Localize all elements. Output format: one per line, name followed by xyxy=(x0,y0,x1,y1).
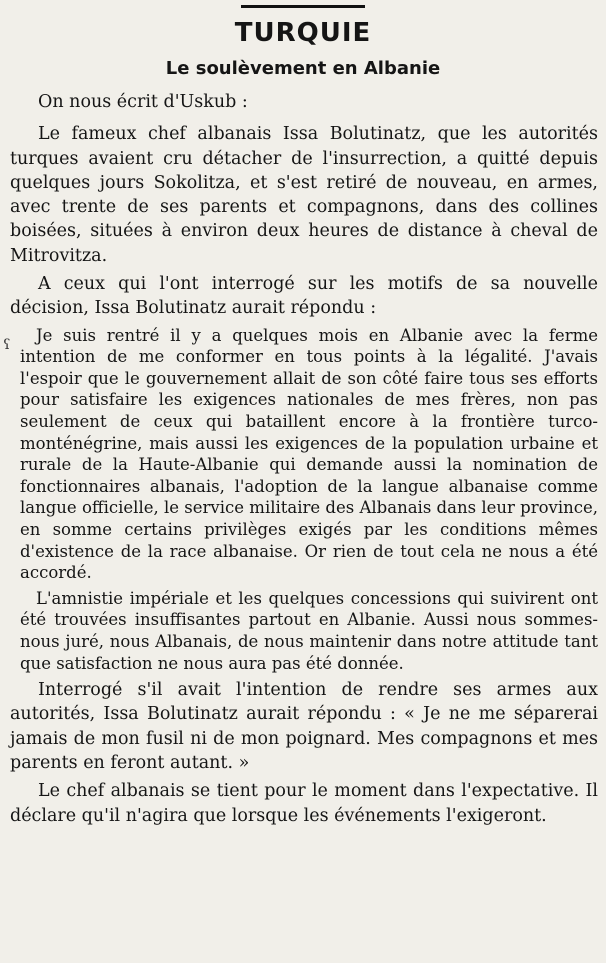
body-paragraph: A ceux qui l'ont interrogé sur les motifs de sa nouvelle décision, Issa Bolutinatz aurait répondu : xyxy=(10,274,598,319)
body-paragraph: Le chef albanais se tient pour le moment dans l'expectative. Il déclare qu'il n'agira que lorsque les événements l'exigeront. xyxy=(10,781,598,826)
quoted-paragraph: L'amnistie impériale et les quelques concessions qui suivirent ont été trouvées insuffisantes partout en Albanie. Aussi nous sommes-nous juré, nous Albanais, de nous maintenir dans notre attitude tant que satisfaction ne nous aura pas été donnée. xyxy=(20,588,598,673)
top-rule xyxy=(241,5,365,8)
dateline-paragraph: On nous écrit d'Uskub : xyxy=(38,92,248,112)
margin-mark: ʕ xyxy=(3,337,11,353)
body-paragraph: Interrogé s'il avait l'intention de rendre ses armes aux autorités, Issa Bolutinatz aurait répondu : « Je ne me séparerai jamais de mon fusil ni de mon poignard. Mes compagnons et mes parents en feront autant. » xyxy=(10,680,598,774)
quoted-paragraph: Je suis rentré il y a quelques mois en Albanie avec la ferme intention de me conformer en tous points à la légalité. J'avais l'espoir que le gouvernement allait de son côté faire tous ses efforts pour satisfaire les exigences nationales de mes frères, non pas seulement de ceux qui bataillent encore à la frontière turco-monténégrine, mais aussi les exigences de la population urbaine et rurale de la Haute-Albanie qui demande aussi la nomination de fonctionnaires albanais, l'adoption de la langue albanaise comme langue officielle, le service militaire des Albanais dans leur province, en somme certains privilèges exigés par les conditions mêmes d'existence de la race albanaise. Or rien de tout cela ne nous a été accordé. xyxy=(20,325,598,583)
headline: TURQUIE xyxy=(234,18,372,48)
subheadline: Le soulèvement en Albanie xyxy=(165,58,441,79)
article-body xyxy=(10,90,598,832)
body-paragraph: Le fameux chef albanais Issa Bolutinatz, que les autorités turques avaient cru détacher de l'insurrection, a quitté depuis quelques jours Sokolitza, et s'est retiré de nouveau, en armes, avec trente de ses parents et compagnons, dans des collines boisées, situées à environ deux heures de distance à cheval de Mitrovitza. xyxy=(10,124,598,266)
